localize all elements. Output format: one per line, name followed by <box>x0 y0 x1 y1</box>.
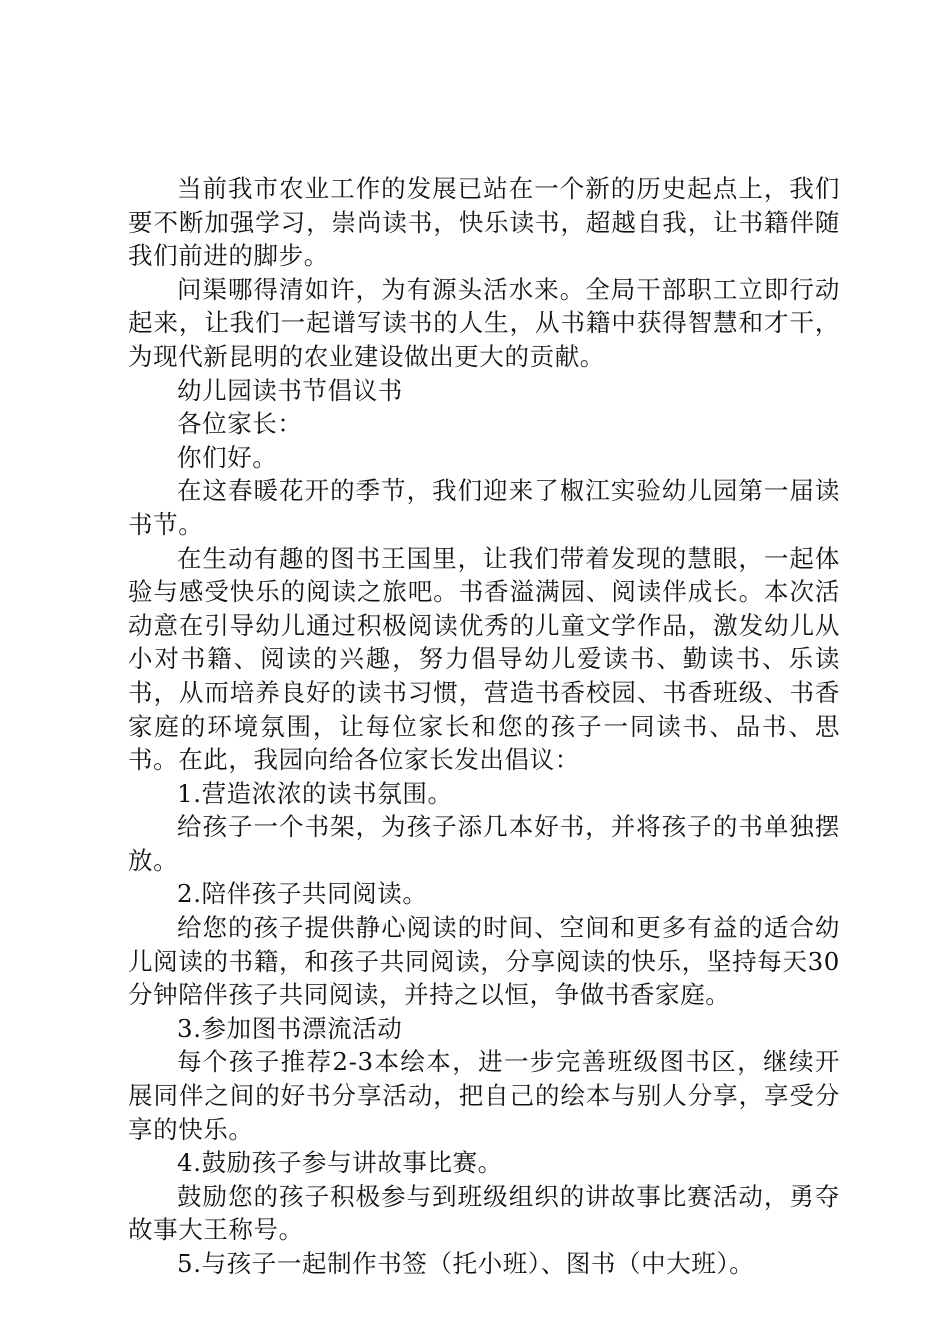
salutation: 各位家长： <box>177 409 303 439</box>
paragraph-intro: 在这春暖花开的季节，我们迎来了椒江实验幼儿园第一届读书节。 <box>128 476 840 539</box>
document-body <box>128 172 840 1281</box>
paragraph-purpose: 在生动有趣的图书王国里，让我们带着发现的慧眼，一起体验与感受快乐的阅读之旅吧。书香溢满园、阅读伴成长。本次活动意在引导幼儿通过积极阅读优秀的儿童文学作品，激发幼儿从小对书籍、阅读的兴趣，努力倡导幼儿爱读书、勤读书、乐读书，从而培养良好的读书习惯，营造书香校园、书香班级、书香家庭的环境氛围，让每位家长和您的孩子一同读书、品书、思书。在此，我园向给各位家长发出倡议： <box>128 543 840 775</box>
paragraph-study: 当前我市农业工作的发展已站在一个新的历史起点上，我们要不断加强学习，崇尚读书，快乐读书，超越自我，让书籍伴随我们前进的脚步。 <box>128 174 840 271</box>
item-4-body: 鼓励您的孩子积极参与到班级组织的讲故事比赛活动，勇夺故事大王称号。 <box>128 1181 840 1245</box>
item-4-title: 4.鼓励孩子参与讲故事比赛。 <box>177 1148 503 1178</box>
item-3-body: 每个孩子推荐2-3本绘本，进一步完善班级图书区，继续开展同伴之间的好书分享活动，把自己的绘本与别人分享，享受分享的快乐。 <box>128 1047 840 1144</box>
item-2-title: 2.陪伴孩子共同阅读。 <box>177 879 428 909</box>
item-2-body: 给您的孩子提供静心阅读的时间、空间和更多有益的适合幼儿阅读的书籍，和孩子共同阅读，分享阅读的快乐，坚持每天30分钟陪伴孩子共同阅读，并持之以恒，争做书香家庭。 <box>128 913 840 1010</box>
item-1-body: 给孩子一个书架，为孩子添几本好书，并将孩子的书单独摆放。 <box>128 812 840 875</box>
paragraph-action: 问渠哪得清如许，为有源头活水来。全局干部职工立即行动起来，让我们一起谱写读书的人生，从书籍中获得智慧和才干，为现代新昆明的农业建设做出更大的贡献。 <box>128 274 840 371</box>
greeting: 你们好。 <box>177 442 278 472</box>
document-title: 幼儿园读书节倡议书 <box>177 375 403 405</box>
item-1-title: 1.营造浓浓的读书氛围。 <box>177 778 453 808</box>
item-3-title: 3.参加图书漂流活动 <box>177 1013 403 1043</box>
item-5-title: 5.与孩子一起制作书签（托小班）、图书（中大班）。 <box>177 1249 755 1278</box>
